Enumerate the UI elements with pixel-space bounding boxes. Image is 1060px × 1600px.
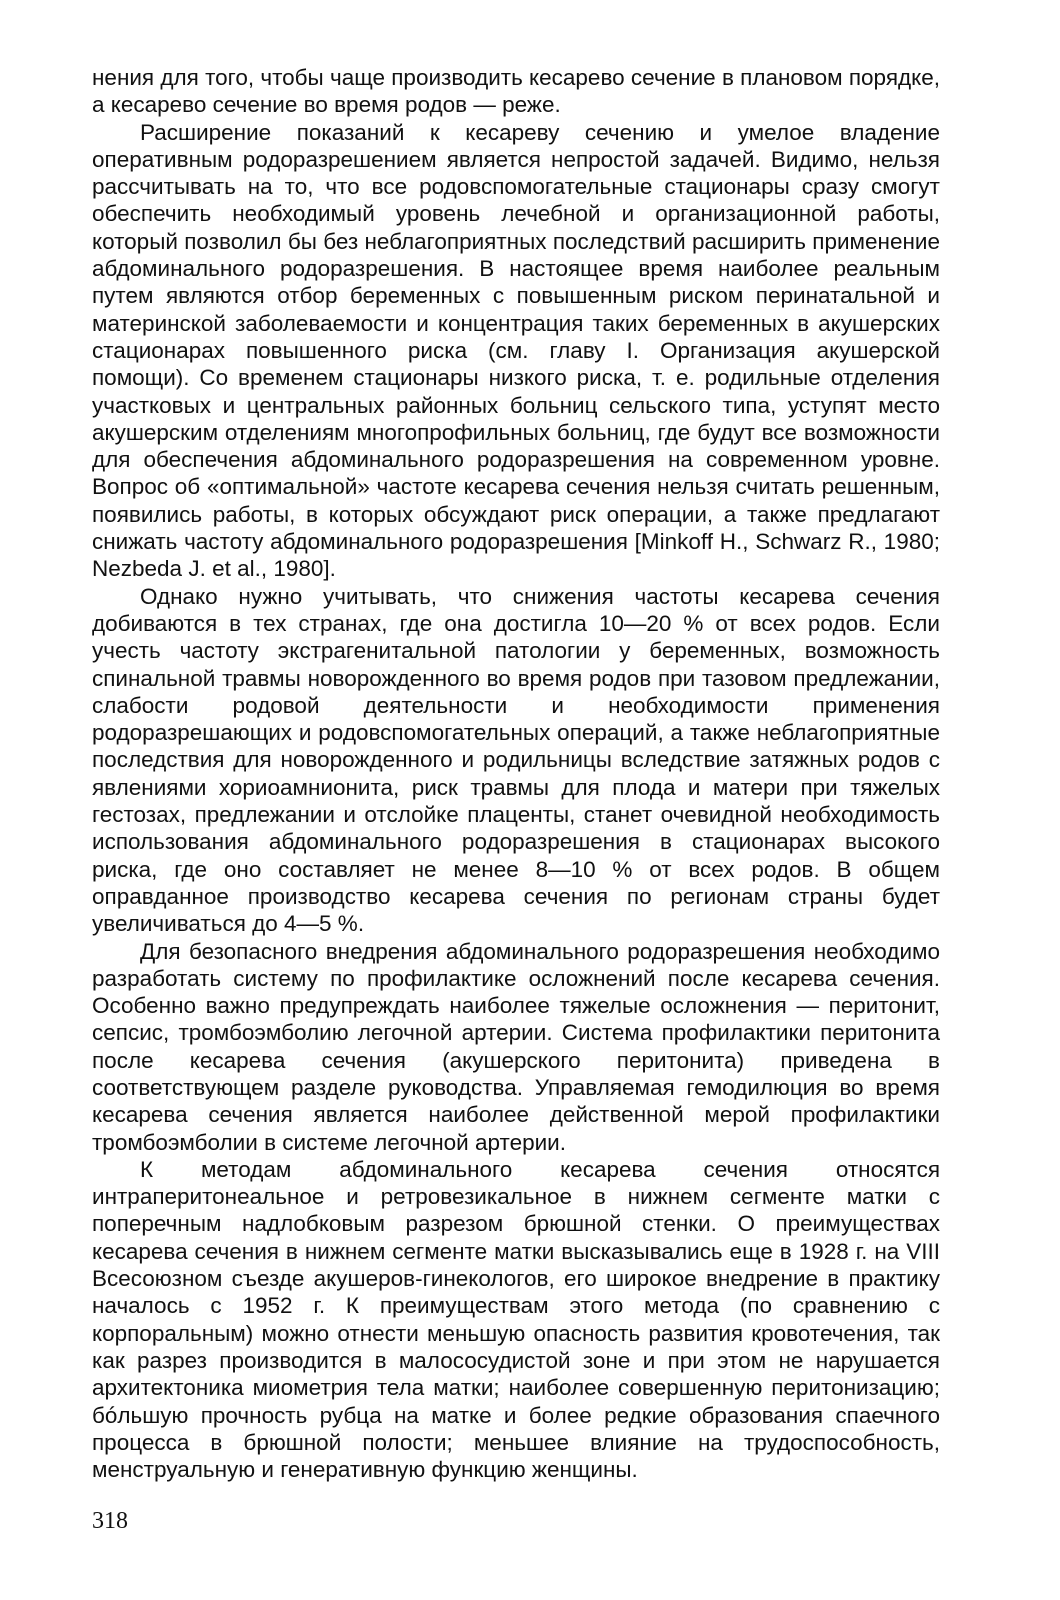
- page-body: [92, 64, 940, 1483]
- paragraph-indications: Расширение показаний к кесареву сечению и умелое владение оперативным родоразрешением является непростой задачей. Видимо, нельзя рассчитывать на то, что все родовспомогательные стационары сразу смогут обеспечить необходимый уровень лечебной и организационной работы, который позволил бы без неблагоприятных последствий расширить применение абдоминального родоразрешения. В настоящее время наиболее реальным путем являются отбор беременных с повышенным риском перинатальной и материнской заболеваемости и концентрация таких беременных в акушерских стационарах повышенного риска (см. главу I. Организация акушерской помощи). Со временем стационары низкого риска, т. е. родильные отделения участковых и центральных районных больниц сельского типа, уступят место акушерским отделениям многопрофильных больниц, где будут все возможности для обеспечения абдоминального родоразрешения на современном уровне. Вопрос об «оптимальной» частоте кесарева сечения нельзя считать решенным, появились работы, в которых обсуждают риск операции, а также предлагают снижать частоту абдоминального родоразрешения [Minkoff H., Schwarz R., 1980; Nezbeda J. et al., 1980].: [92, 119, 940, 582]
- page-number: 318: [92, 1508, 128, 1534]
- paragraph-methods: К методам абдоминального кесарева сечения относятся интраперитонеальное и ретровезикальное в нижнем сегменте матки с поперечным надлобковым разрезом брюшной стенки. О преимуществах кесарева сечения в нижнем сегменте матки высказывались еще в 1928 г. на VIII Всесоюзном съезде акушеров-гинекологов, его широкое внедрение в практику началось с 1952 г. К преимуществам этого метода (по сравнению с корпоральным) можно отнести меньшую опасность развития кровотечения, так как разрез производится в малососудистой зоне и при этом не нарушается архитектоника миометрия тела матки; наиболее совершенную перитонизацию; бóльшую прочность рубца на матке и более редкие образования спаечного процесса в брюшной полости; меньшее влияние на трудоспособность, менструальную и генеративную функцию женщины.: [92, 1156, 940, 1483]
- paragraph-frequency: Однако нужно учитывать, что снижения частоты кесарева сечения добиваются в тех странах, где она достигла 10—20 % от всех родов. Если учесть частоту экстрагенитальной патологии у беременных, возможность спинальной травмы новорожденного во время родов при тазовом предлежании, слабости родовой деятельности и необходимости применения родоразрешающих и родовспомогательных операций, а также неблагоприятные последствия для новорожденного и родильницы вследствие затяжных родов с явлениями хориоамнионита, риск травмы для плода и матери при тяжелых гестозах, предлежании и отслойке плаценты, станет очевидной необходимость использования абдоминального родоразрешения в стационарах высокого риска, где оно составляет не менее 8—10 % от всех родов. В общем оправданное производство кесарева сечения по регионам страны будет увеличиваться до 4—5 %.: [92, 583, 940, 937]
- paragraph-continuation: нения для того, чтобы чаще производить кесарево сечение в плановом порядке, а кесарево сечение во время родов — реже.: [92, 65, 940, 118]
- paragraph-prevention: Для безопасного внедрения абдоминального родоразрешения необходимо разработать систему по профилактике осложнений после кесарева сечения. Особенно важно предупреждать наиболее тяжелые осложнения — перитонит, сепсис, тромбоэмболию легочной артерии. Система профилактики перитонита после кесарева сечения (акушерского перитонита) приведена в соответствующем разделе руководства. Управляемая гемодилюция во время кесарева сечения является наиболее действенной мерой профилактики тромбоэмболии в системе легочной артерии.: [92, 938, 940, 1155]
